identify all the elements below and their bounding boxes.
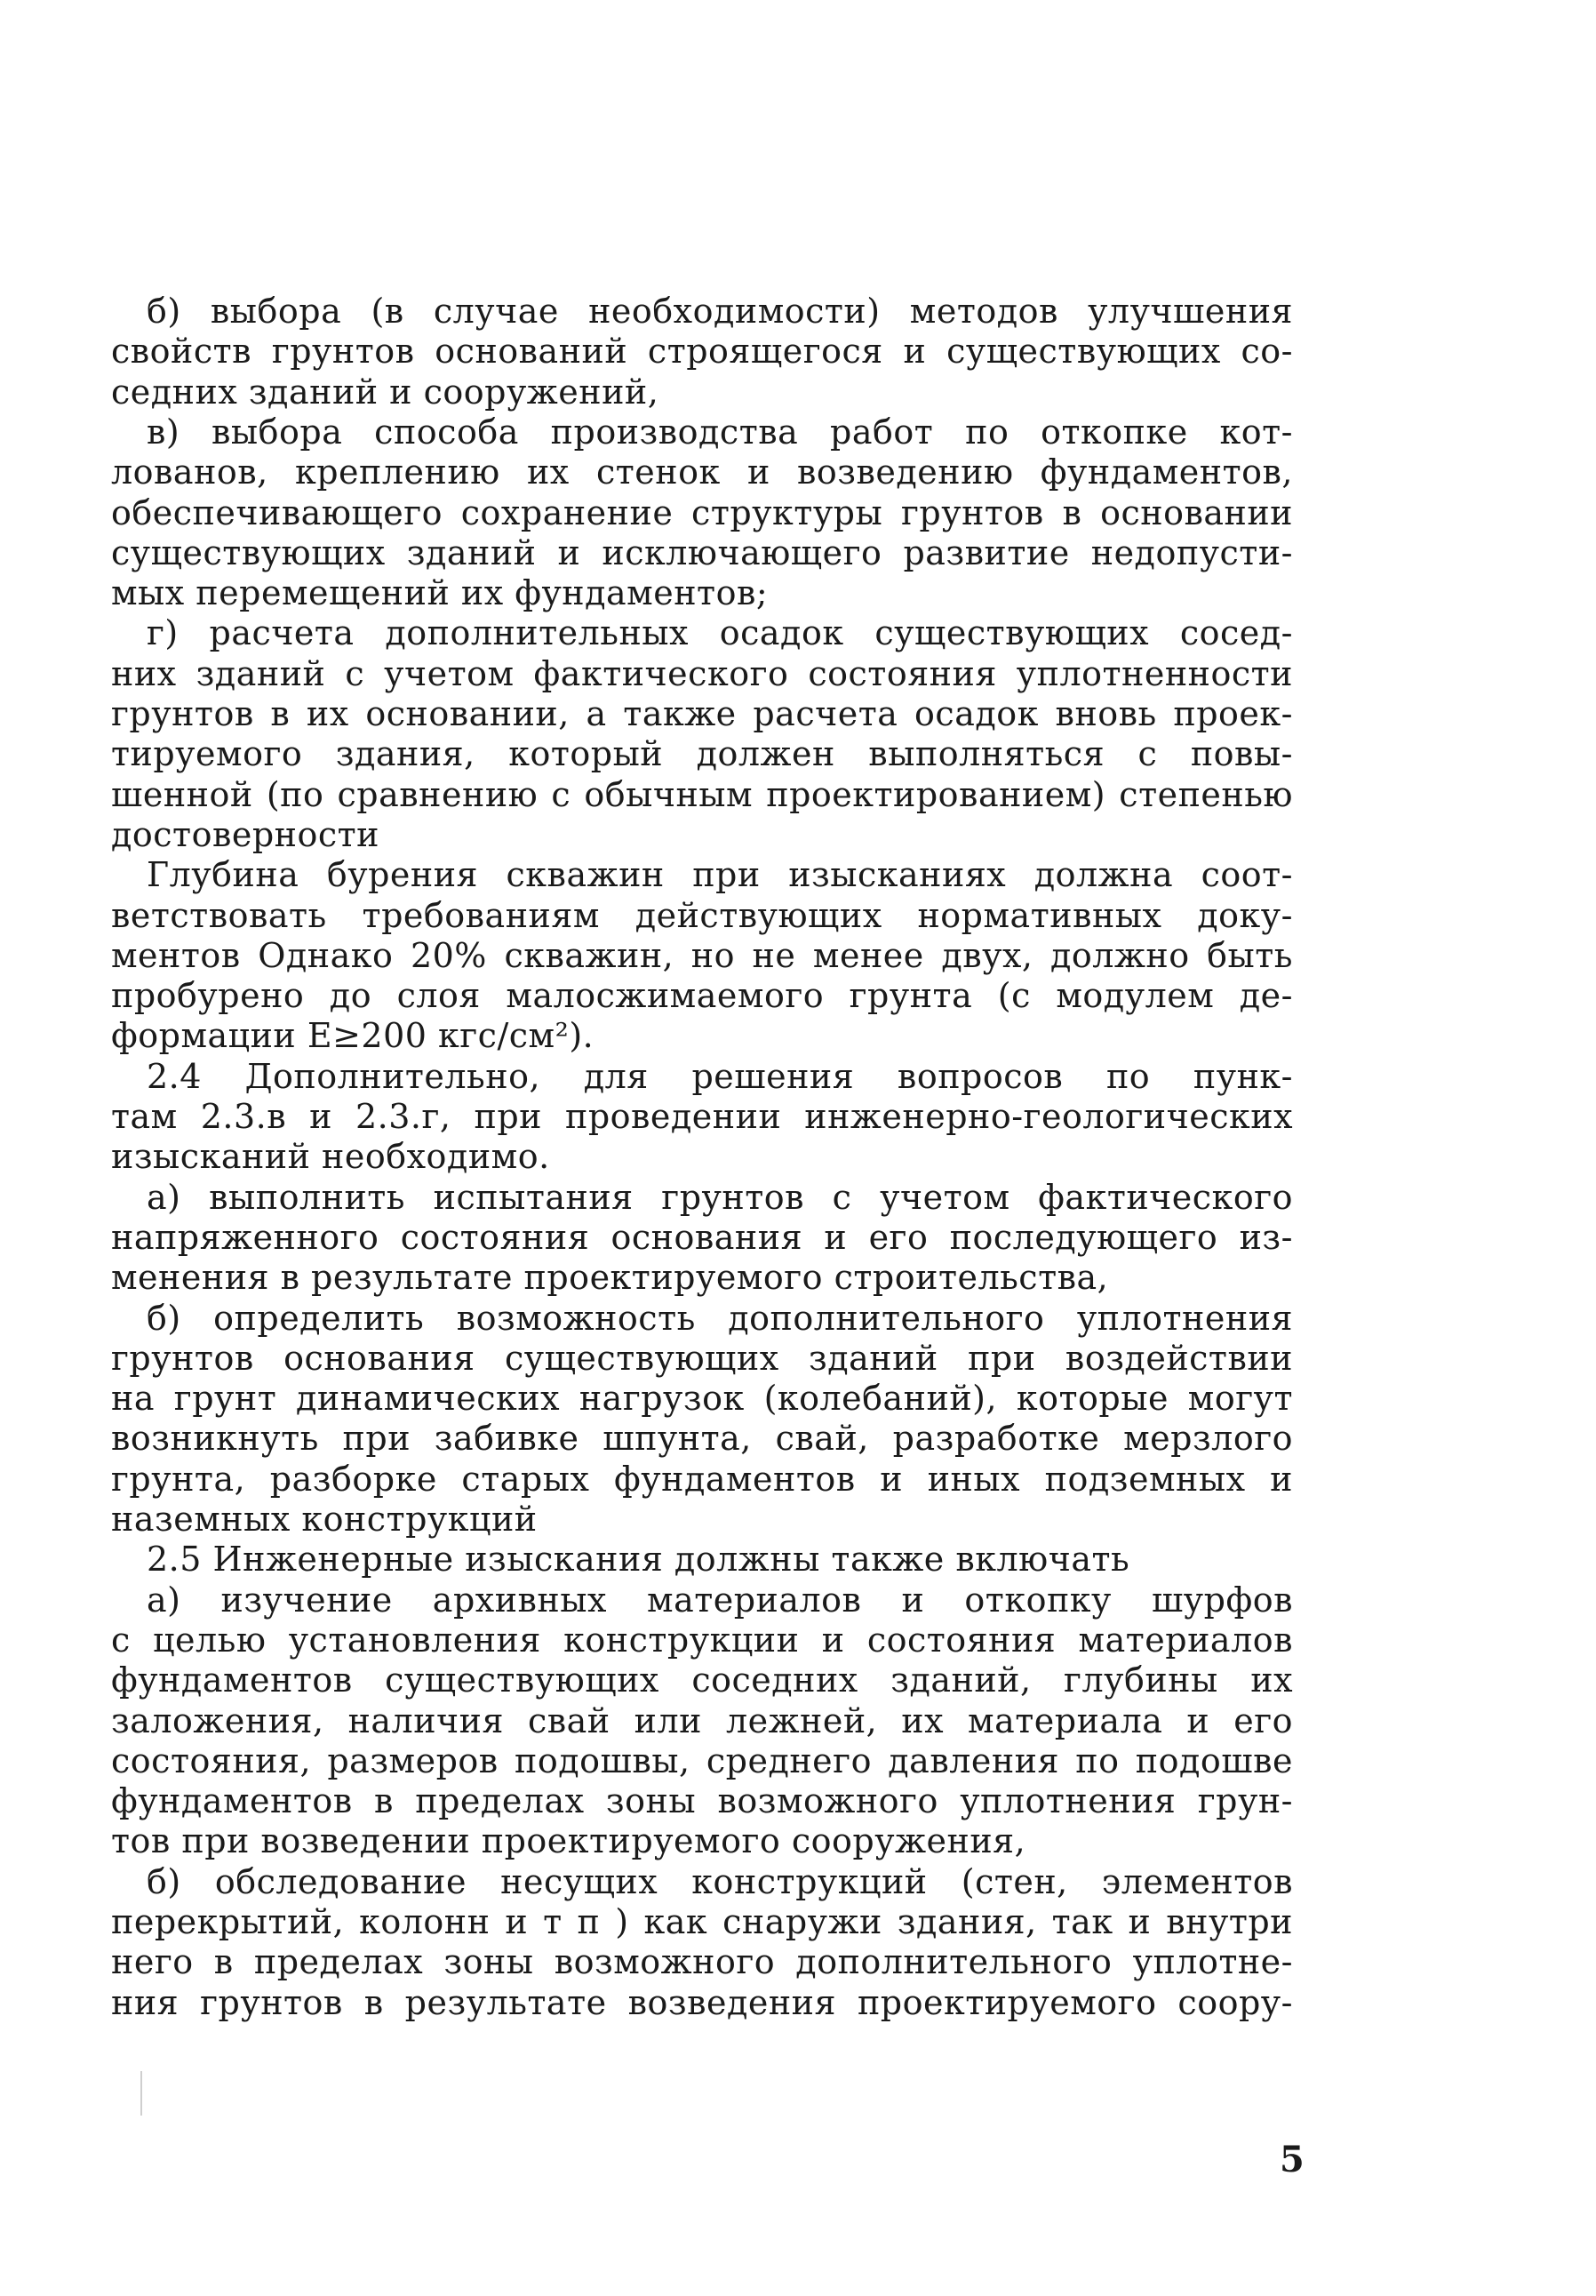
text-line: седних зданий и сооружений, xyxy=(111,372,659,412)
text-line: формации E≥200 кгс/см²). xyxy=(111,1016,595,1055)
text-line: менения в результате проектируемого строительства, xyxy=(111,1258,1109,1297)
text-line: мых перемещений их фундаментов; xyxy=(111,573,769,612)
text-line: достоверности xyxy=(111,815,380,854)
text-line: ния грунтов в результате возведения проектируемого соору- xyxy=(111,1983,1293,2022)
text-line: тируемого здания, который должен выполняться с повы- xyxy=(111,734,1293,773)
text-line: там 2.3.в и 2.3.г, при проведении инженерно-геологических xyxy=(111,1097,1293,1136)
text-line: на грунт динамических нагрузок (колебаний), которые могут xyxy=(111,1379,1293,1418)
text-line: изысканий необходимо. xyxy=(111,1137,550,1176)
text-line: фундаментов в пределах зоны возможного уплотнения грун- xyxy=(111,1781,1293,1820)
text-line: него в пределах зоны возможного дополнительного уплотне- xyxy=(111,1942,1293,1981)
text-line: а) изучение архивных материалов и откопку шурфов xyxy=(147,1580,1293,1620)
text-line: с целью установления конструкции и состояния материалов xyxy=(111,1620,1293,1660)
text-line: тов при возведении проектируемого сооружения, xyxy=(111,1821,1026,1860)
text-line: ветствовать требованиям действующих нормативных доку- xyxy=(111,896,1293,935)
text-line: грунтов основания существующих зданий при воздействии xyxy=(111,1339,1293,1378)
text-line: б) определить возможность дополнительного уплотнения xyxy=(147,1299,1293,1338)
text-line: 2.5 Инженерные изыскания должны также включать xyxy=(147,1540,1130,1579)
text-line: обеспечивающего сохранение структуры грунтов в основании xyxy=(111,493,1293,532)
text-line: состояния, размеров подошвы, среднего давления по подошве xyxy=(111,1741,1293,1780)
text-line: грунтов в их основании, а также расчета осадок вновь проек- xyxy=(111,694,1293,733)
text-line: существующих зданий и исключающего развитие недопусти- xyxy=(111,533,1293,572)
text-line: г) расчета дополнительных осадок существующих сосед- xyxy=(147,613,1293,652)
page-number: 5 xyxy=(1280,2139,1305,2180)
text-line: а) выполнить испытания грунтов с учетом фактического xyxy=(147,1178,1293,1217)
text-line: наземных конструкций xyxy=(111,1500,538,1539)
text-line: перекрытий, колонн и т п ) как снаружи здания, так и внутри xyxy=(111,1902,1293,1941)
text-line: Глубина бурения скважин при изысканиях должна соот- xyxy=(147,855,1293,894)
text-line: пробурено до слоя малосжимаемого грунта (с модулем де- xyxy=(111,976,1293,1015)
text-line: лованов, креплению их стенок и возведению фундаментов, xyxy=(111,452,1293,492)
text-line: напряженного состояния основания и его последующего из- xyxy=(111,1218,1293,1257)
text-line: ментов Однако 20% скважин, но не менее двух, должно быть xyxy=(111,936,1293,975)
text-line: 2.4 Дополнительно, для решения вопросов по пунк- xyxy=(147,1057,1293,1096)
text-line: фундаментов существующих соседних зданий, глубины их xyxy=(111,1660,1293,1700)
text-line: грунта, разборке старых фундаментов и иных подземных и xyxy=(111,1460,1293,1499)
text-line: шенной (по сравнению с обычным проектированием) степенью xyxy=(111,775,1293,814)
text-line: заложения, наличия свай или лежней, их материала и его xyxy=(111,1701,1293,1740)
text-line: б) обследование несущих конструкций (стен, элементов xyxy=(147,1862,1293,1901)
text-line: них зданий с учетом фактического состояния уплотненности xyxy=(111,654,1293,693)
text-line: свойств грунтов оснований строящегося и существующих со- xyxy=(111,332,1293,371)
scan-edge-mark xyxy=(140,2071,142,2116)
text-line: возникнуть при забивке шпунта, свай, разработке мерзлого xyxy=(111,1419,1293,1458)
text-line: в) выбора способа производства работ по откопке кот- xyxy=(147,412,1293,452)
text-line: б) выбора (в случае необходимости) методов улучшения xyxy=(147,292,1293,331)
